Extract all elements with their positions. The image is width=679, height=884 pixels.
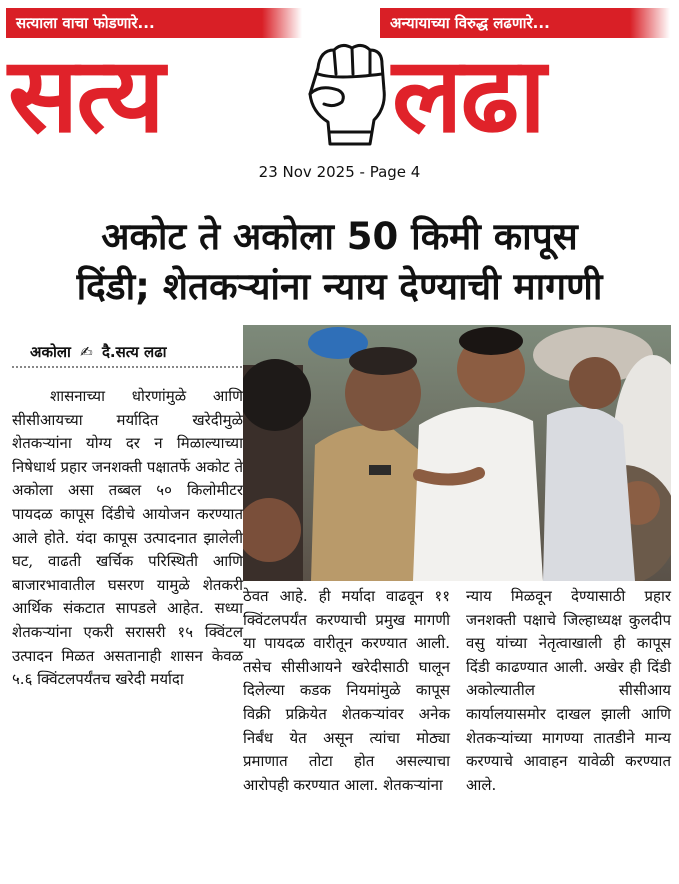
brand-name-right: लढा [392, 34, 545, 156]
headline-line-2: दिंडी; शेतकऱ्यांना न्याय देण्याची मागणी [76, 265, 603, 308]
tagline-right: अन्यायाच्या विरुद्ध लढणारे... [380, 8, 670, 38]
pen-icon: ✍ [80, 343, 93, 361]
byline-place: अकोला [30, 343, 71, 361]
raised-fist-icon [290, 28, 400, 148]
article-photo [243, 325, 671, 581]
masthead [0, 0, 679, 160]
article-column-2: ठेवत आहे. ही मर्यादा वाढवून ११ क्विंटलपर्यंत करण्याची प्रमुख मागणी या पायदळ वारीतून करण्यात आली. तसेच सीसीआयने खरेदीसाठी घालून दिलेल्या कडक नियमांमुळे कापूस विक्री प्रक्रियेत शेतकऱ्यांवर अनेक निर्बंध येत असून त्यांचा मोठ्या प्रमाणात तोटा होत असल्याचा आरोपही करण्यात आला. शेतकऱ्यांना [243, 587, 450, 794]
article-column-3: न्याय मिळवून देण्यासाठी प्रहार जनशक्ती पक्षाचे जिल्हाध्यक्ष कुलदीप वसु यांच्या नेतृत्वाखाली ही कापूस दिंडी काढण्यात आली. अखेर ही दिंडी अकोल्यातील सीसीआय कार्यालयासमोर दाखल झाली आणि शेतकऱ्यांच्या मागण्या तातडीने मान्य करण्याचे आवाहन यावेळी करण्यात आले. [466, 587, 671, 794]
brand-name-left: सत्य [8, 34, 163, 156]
byline [12, 340, 242, 368]
article-column-1: शासनाच्या धोरणांमुळे आणि सीसीआयच्या मर्यादित खरेदीमुळे शेतकऱ्यांना योग्य दर न मिळाल्याच्या निषेधार्थ प्रहार जनशक्ती पक्षातर्फे अकोट ते अकोला असा तब्बल ५० किलोमीटर पायदळ कापूस दिंडीचे आयोजन करण्यात आले होते. यंदा कापूस उत्पादनात झालेली घट, वाढती खर्चिक परिस्थिती आणि बाजारभावातील घसरण यामुळे शेतकरी आर्थिक संकटात सापडले आहेत. सध्या शेतकऱ्यांना एकरी सरासरी १५ क्विंटल उत्पादन मिळत असतानाही शासन केवळ ५.६ क्विंटलपर्यंतच खरेदी मर्यादा [12, 387, 243, 689]
headline-line-1: अकोट ते अकोला 50 किमी कापूस [101, 215, 578, 258]
article-headline [0, 212, 679, 312]
issue-dateline: 23 Nov 2025 - Page 4 [258, 163, 421, 181]
tagline-left: सत्याला वाचा फोडणारे... [6, 8, 302, 38]
byline-source: दै.सत्य लढा [101, 343, 167, 361]
